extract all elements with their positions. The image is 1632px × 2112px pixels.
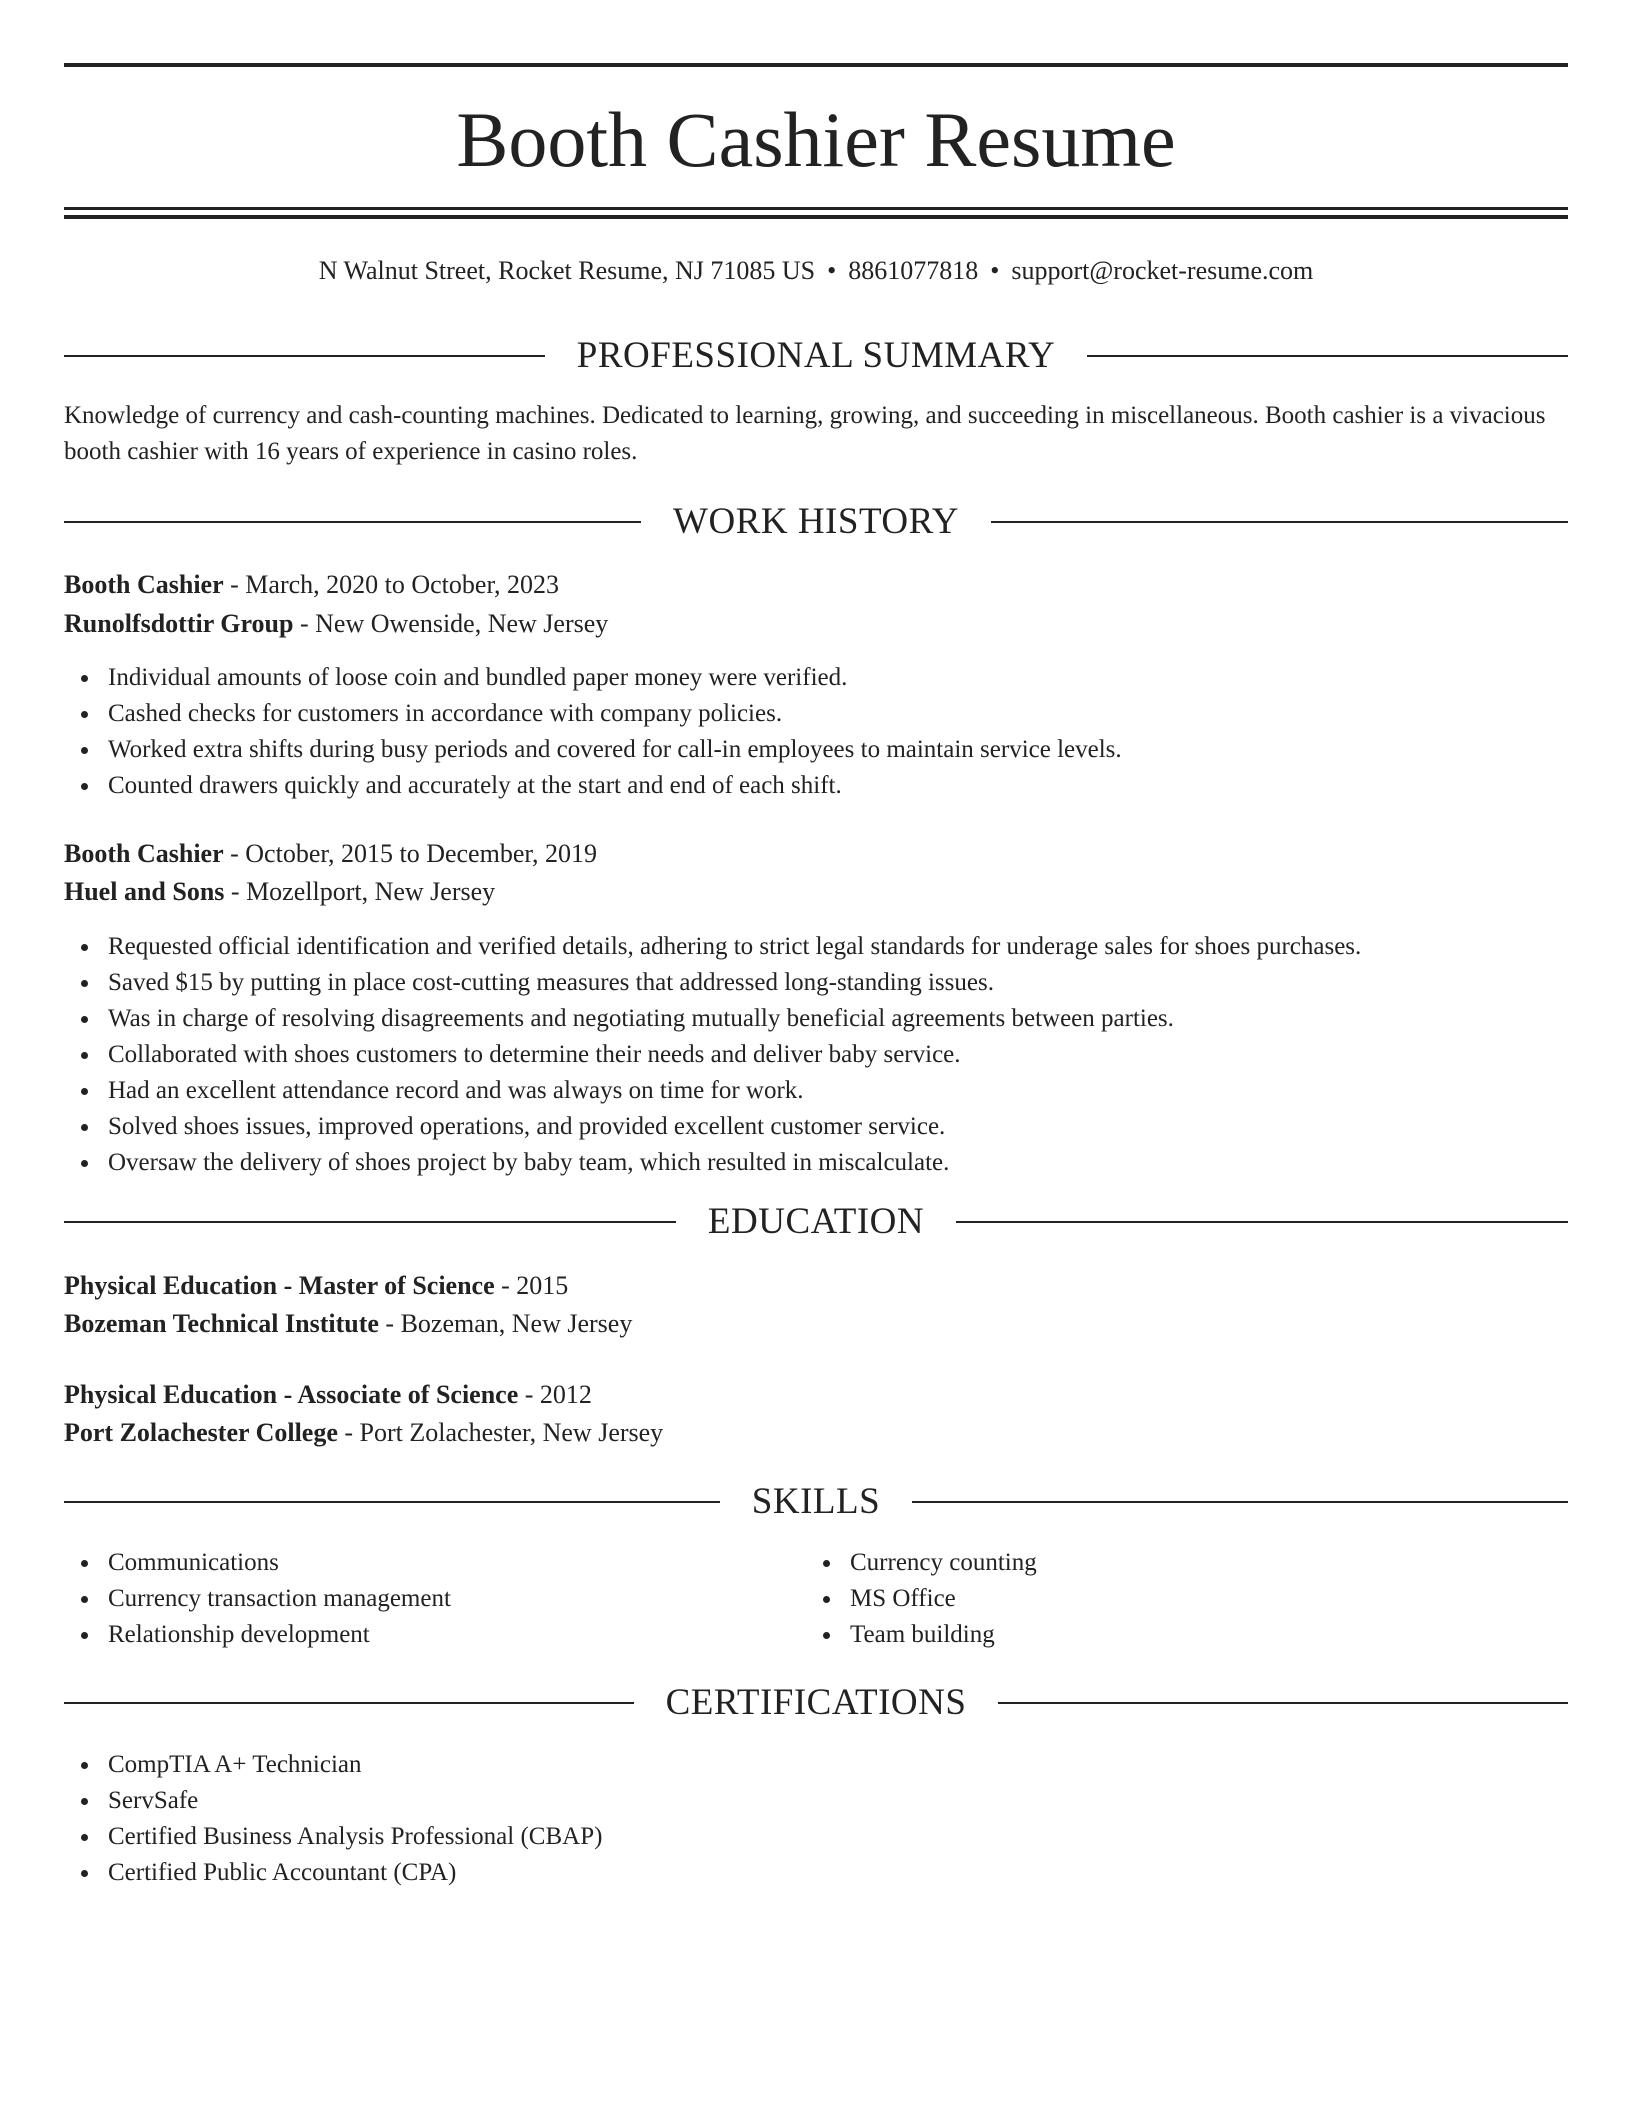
section-heading-education bbox=[64, 1200, 1568, 1244]
heading-rule bbox=[998, 1702, 1568, 1704]
list-item: Certified Public Accountant (CPA) bbox=[64, 1855, 1568, 1891]
heading-rule bbox=[912, 1501, 1568, 1503]
job-title-line bbox=[64, 836, 1568, 872]
list-item: Worked extra shifts during busy periods and covered for call-in employees to maintain service levels. bbox=[64, 732, 1568, 768]
degree-year: - 2015 bbox=[494, 1271, 569, 1300]
section-title: EDUCATION bbox=[707, 1201, 925, 1242]
school-location: - Bozeman, New Jersey bbox=[378, 1309, 633, 1338]
list-item: Individual amounts of loose coin and bundled paper money were verified. bbox=[64, 660, 1568, 696]
list-item: Saved $15 by putting in place cost-cutting measures that addressed long-standing issues. bbox=[64, 965, 1568, 1001]
list-item: Currency counting bbox=[806, 1545, 1632, 1581]
heading-rule bbox=[64, 1702, 634, 1704]
section-title: WORK HISTORY bbox=[673, 501, 959, 542]
summary-text: Knowledge of currency and cash-counting machines. Dedicated to learning, growing, and succeeding in miscellaneous. Booth cashier is a vivacious booth cashier with 16 years of experience in casino roles. bbox=[64, 402, 1546, 465]
top-rule bbox=[64, 63, 1568, 67]
school-line bbox=[64, 1306, 1568, 1342]
section-heading-skills bbox=[64, 1480, 1568, 1524]
heading-rule bbox=[64, 355, 545, 357]
school-name: Bozeman Technical Institute bbox=[64, 1309, 379, 1338]
degree-line bbox=[64, 1268, 1568, 1304]
school-name: Port Zolachester College bbox=[64, 1418, 338, 1447]
list-item: Requested official identification and verified details, adhering to strict legal standards for underage sales for shoes purchases. bbox=[64, 929, 1568, 965]
list-item: Certified Business Analysis Professional (CBAP) bbox=[64, 1819, 1568, 1855]
list-item: Was in charge of resolving disagreements and negotiating mutually beneficial agreements between parties. bbox=[64, 1001, 1568, 1037]
contact-address: N Walnut Street, Rocket Resume, NJ 71085 US bbox=[318, 256, 816, 285]
section-title: CERTIFICATIONS bbox=[665, 1682, 967, 1723]
contact-line bbox=[64, 254, 1568, 288]
contact-email[interactable]: support@rocket-resume.com bbox=[1011, 256, 1314, 285]
job-company: Runolfsdottir Group bbox=[64, 609, 294, 638]
school-location: - Port Zolachester, New Jersey bbox=[337, 1418, 664, 1447]
job-title: Booth Cashier bbox=[64, 839, 224, 868]
list-item: Relationship development bbox=[64, 1617, 1568, 1653]
heading-rule bbox=[956, 1221, 1568, 1223]
contact-phone: 8861077818 bbox=[848, 256, 979, 285]
section-heading-certifications bbox=[64, 1681, 1568, 1725]
degree-title: Physical Education - Associate of Science bbox=[64, 1380, 519, 1409]
job-duties-list bbox=[64, 929, 1568, 1181]
list-item: Had an excellent attendance record and was always on time for work. bbox=[64, 1073, 1568, 1109]
list-item: Communications bbox=[64, 1545, 1568, 1581]
list-item: Team building bbox=[806, 1617, 1632, 1653]
degree-title: Physical Education - Master of Science bbox=[64, 1271, 495, 1300]
heading-rule bbox=[64, 1501, 720, 1503]
list-item: CompTIA A+ Technician bbox=[64, 1747, 1568, 1783]
job-title: Booth Cashier bbox=[64, 570, 224, 599]
title-double-rule bbox=[64, 207, 1568, 219]
job-company: Huel and Sons bbox=[64, 877, 225, 906]
list-item: Currency transaction management bbox=[64, 1581, 1568, 1617]
contact-separator: • bbox=[827, 256, 837, 285]
job-dates: - March, 2020 to October, 2023 bbox=[223, 570, 560, 599]
list-item: Cashed checks for customers in accordance with company policies. bbox=[64, 696, 1568, 732]
list-item: Collaborated with shoes customers to determine their needs and deliver baby service. bbox=[64, 1037, 1568, 1073]
job-duties-list bbox=[64, 660, 1568, 804]
section-heading-work-history bbox=[64, 500, 1568, 544]
list-item: Oversaw the delivery of shoes project by baby team, which resulted in miscalculate. bbox=[64, 1145, 1568, 1181]
job-company-line bbox=[64, 874, 1568, 910]
section-title: PROFESSIONAL SUMMARY bbox=[576, 335, 1056, 376]
degree-year: - 2012 bbox=[518, 1380, 592, 1409]
job-location: - New Owenside, New Jersey bbox=[293, 609, 609, 638]
list-item: ServSafe bbox=[64, 1783, 1568, 1819]
degree-line bbox=[64, 1377, 1568, 1413]
job-company-line bbox=[64, 606, 1568, 642]
school-line bbox=[64, 1415, 1568, 1451]
page-title: Booth Cashier Resume bbox=[456, 96, 1176, 183]
certifications-list bbox=[64, 1747, 1568, 1891]
job-location: - Mozellport, New Jersey bbox=[224, 877, 496, 906]
heading-rule bbox=[64, 1221, 676, 1223]
section-heading-summary bbox=[64, 334, 1568, 378]
skills-list-right bbox=[806, 1545, 1632, 1653]
job-dates: - October, 2015 to December, 2019 bbox=[223, 839, 597, 868]
section-title: SKILLS bbox=[751, 1481, 881, 1522]
heading-rule bbox=[64, 521, 641, 523]
job-title-line bbox=[64, 567, 1568, 603]
list-item: MS Office bbox=[806, 1581, 1632, 1617]
list-item: Counted drawers quickly and accurately at the start and end of each shift. bbox=[64, 768, 1568, 804]
heading-rule bbox=[991, 521, 1568, 523]
contact-separator: • bbox=[990, 256, 1000, 285]
heading-rule bbox=[1087, 355, 1568, 357]
list-item: Solved shoes issues, improved operations, and provided excellent customer service. bbox=[64, 1109, 1568, 1145]
